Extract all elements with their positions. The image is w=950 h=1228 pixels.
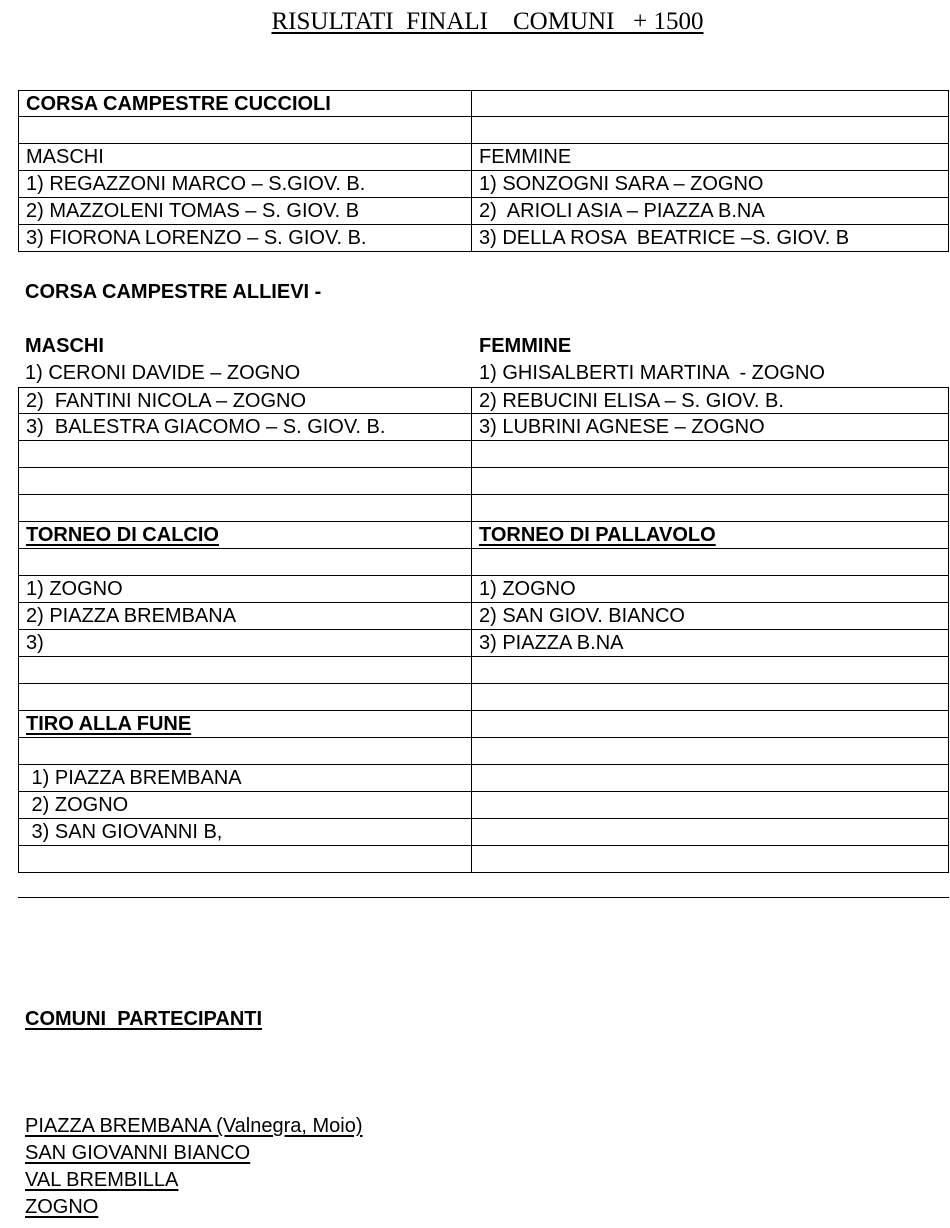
empty-cell	[18, 738, 472, 765]
calcio-result-1: 1) ZOGNO	[18, 576, 472, 603]
cuccioli-femmine-1: 1) SONZOGNI SARA – ZOGNO	[472, 171, 949, 198]
table-row	[18, 819, 949, 846]
cuccioli-maschi-3: 3) FIORONA LORENZO – S. GIOV. B.	[18, 225, 472, 252]
comune-item: SAN GIOVANNI BIANCO	[25, 1142, 251, 1164]
cuccioli-femmine-2: 2) ARIOLI ASIA – PIAZZA B.NA	[472, 198, 949, 225]
empty-cell	[472, 90, 949, 117]
empty-cell	[472, 846, 949, 873]
pallavolo-heading: TORNEO DI PALLAVOLO	[472, 522, 949, 549]
allievi-femmine-1: 1) GHISALBERTI MARTINA - ZOGNO	[479, 362, 825, 384]
table-row	[18, 90, 949, 117]
empty-cell	[18, 441, 472, 468]
table-row	[18, 495, 949, 522]
table-row	[18, 387, 949, 414]
comuni-heading: COMUNI PARTECIPANTI	[25, 1008, 263, 1030]
calcio-result-3: 3)	[18, 630, 472, 657]
table-row	[18, 576, 949, 603]
results-table	[18, 387, 949, 873]
allievi-maschi-2: 2) FANTINI NICOLA – ZOGNO	[18, 387, 472, 414]
cuccioli-femmine-label: FEMMINE	[472, 144, 949, 171]
pallavolo-result-2: 2) SAN GIOV. BIANCO	[472, 603, 949, 630]
pallavolo-result-3: 3) PIAZZA B.NA	[472, 630, 949, 657]
table-row	[18, 333, 949, 360]
calcio-result-2: 2) PIAZZA BREMBANA	[18, 603, 472, 630]
page-title: RISULTATI FINALI COMUNI + 1500	[271, 8, 704, 35]
empty-cell	[472, 684, 949, 711]
comuni-list	[25, 1113, 363, 1221]
divider	[18, 897, 949, 898]
cuccioli-heading: CORSA CAMPESTRE CUCCIOLI	[18, 90, 472, 117]
cuccioli-femmine-3: 3) DELLA ROSA BEATRICE –S. GIOV. B	[472, 225, 949, 252]
fune-result-2: 2) ZOGNO	[18, 792, 472, 819]
table-row	[18, 306, 949, 333]
empty-cell	[472, 495, 949, 522]
table-row	[18, 603, 949, 630]
empty-cell	[472, 549, 949, 576]
cuccioli-table	[18, 90, 949, 252]
table-row	[18, 711, 949, 738]
empty-cell	[18, 684, 472, 711]
table-row	[18, 198, 949, 225]
empty-cell	[472, 765, 949, 792]
table-row	[18, 738, 949, 765]
table-row	[18, 117, 949, 144]
table-row	[18, 360, 949, 387]
allievi-femmine-3: 3) LUBRINI AGNESE – ZOGNO	[472, 414, 949, 441]
empty-cell	[472, 468, 949, 495]
calcio-heading: TORNEO DI CALCIO	[18, 522, 472, 549]
table-row	[18, 171, 949, 198]
table-row	[18, 468, 949, 495]
table-row	[18, 765, 949, 792]
empty-cell	[18, 846, 472, 873]
allievi-heading: CORSA CAMPESTRE ALLIEVI -	[25, 281, 322, 303]
allievi-femmine-2: 2) REBUCINI ELISA – S. GIOV. B.	[472, 387, 949, 414]
cuccioli-maschi-1: 1) REGAZZONI MARCO – S.GIOV. B.	[18, 171, 472, 198]
empty-cell	[472, 819, 949, 846]
allievi-maschi-3: 3) BALESTRA GIACOMO – S. GIOV. B.	[18, 414, 472, 441]
comune-item: ZOGNO	[25, 1196, 99, 1218]
empty-cell	[472, 117, 949, 144]
cuccioli-maschi-2: 2) MAZZOLENI TOMAS – S. GIOV. B	[18, 198, 472, 225]
table-row	[18, 279, 949, 306]
allievi-maschi-1: 1) CERONI DAVIDE – ZOGNO	[25, 362, 301, 384]
table-row	[18, 846, 949, 873]
empty-cell	[18, 657, 472, 684]
allievi-header	[18, 279, 949, 387]
empty-cell	[472, 657, 949, 684]
table-row	[18, 414, 949, 441]
cuccioli-maschi-label: MASCHI	[18, 144, 472, 171]
table-row	[18, 522, 949, 549]
empty-cell	[18, 468, 472, 495]
empty-cell	[18, 549, 472, 576]
table-row	[18, 657, 949, 684]
table-row	[18, 441, 949, 468]
allievi-femmine-label: FEMMINE	[479, 335, 572, 357]
empty-cell	[472, 441, 949, 468]
pallavolo-result-1: 1) ZOGNO	[472, 576, 949, 603]
table-row	[18, 684, 949, 711]
table-row	[18, 225, 949, 252]
fune-result-3: 3) SAN GIOVANNI B,	[18, 819, 472, 846]
empty-cell	[18, 495, 472, 522]
empty-cell	[472, 711, 949, 738]
empty-cell	[472, 792, 949, 819]
fune-heading: TIRO ALLA FUNE	[18, 711, 472, 738]
empty-cell	[18, 117, 472, 144]
allievi-maschi-label: MASCHI	[25, 335, 104, 357]
table-row	[18, 549, 949, 576]
fune-result-1: 1) PIAZZA BREMBANA	[18, 765, 472, 792]
table-row	[18, 630, 949, 657]
comune-item: VAL BREMBILLA	[25, 1169, 179, 1191]
table-row	[18, 792, 949, 819]
empty-cell	[472, 738, 949, 765]
table-row	[18, 144, 949, 171]
comune-item: PIAZZA BREMBANA (Valnegra, Moio)	[25, 1115, 363, 1137]
